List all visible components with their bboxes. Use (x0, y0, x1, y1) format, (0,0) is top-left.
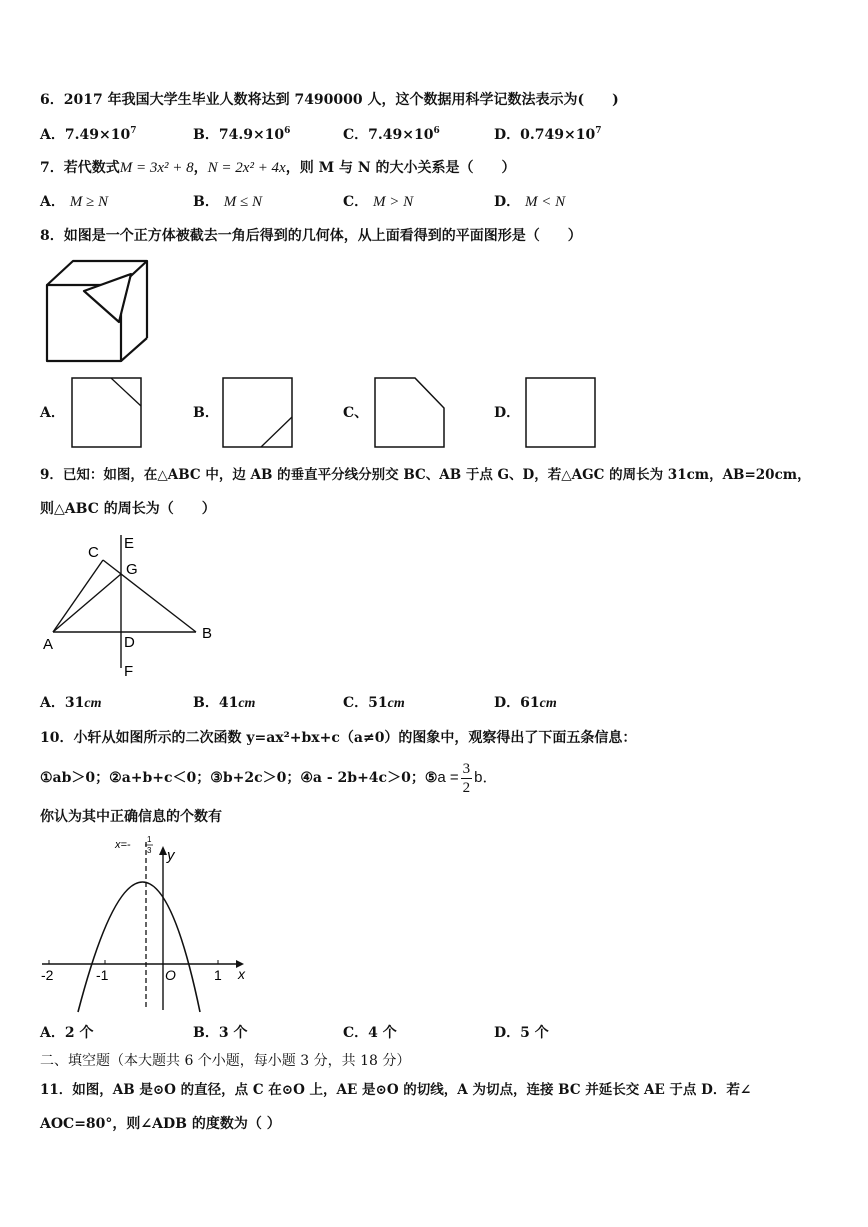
option-letter: C． (343, 194, 369, 210)
q10-info-a: a = (437, 769, 459, 786)
q8-option-b-label: B． (193, 405, 219, 421)
cube-cut-face (84, 274, 131, 322)
label-d: D (124, 634, 135, 651)
option-letter: C． (343, 127, 369, 143)
option-expr: M < N (525, 194, 566, 210)
symmetry-fraction-den: 3 (147, 846, 152, 855)
q8-option-c-figure (374, 377, 446, 449)
q7-option-d (494, 195, 565, 210)
q6-stem: 6．2017 年我国大学生毕业人数将达到 7490000 人，这个数据用科学记数法表示为( ) (40, 92, 619, 108)
option-letter: B． (193, 695, 219, 711)
option-value: 3 个 (218, 1025, 248, 1041)
label-e: E (124, 535, 135, 552)
option-exponent: 6 (284, 126, 291, 136)
fraction-numerator: 3 (462, 760, 471, 777)
q9-option-d (494, 696, 557, 711)
label-a: A (43, 636, 54, 653)
q9-option-b (193, 696, 255, 711)
option-expr: M > N (373, 194, 414, 210)
q7-stem-prefix: 7．若代数式 (40, 160, 120, 176)
option-unit: cm (238, 696, 256, 711)
q7-sep: ， (193, 160, 208, 176)
segment-cb (103, 560, 196, 632)
option-expr: M ≥ N (69, 194, 108, 210)
q9-option-c (343, 696, 405, 711)
q6-option-b (193, 127, 290, 142)
option-letter: A． (40, 127, 65, 143)
option-exponent: 7 (130, 126, 137, 136)
option-value: 5 个 (520, 1025, 549, 1041)
tick-label-neg1: -1 (96, 967, 109, 983)
q9-stem-line1: 9．已知：如图，在△ABC 中，边 AB 的垂直平分线分别交 BC、AB 于点 G、D，若△AGC 的周长为 31cm，AB=20cm， (40, 467, 811, 483)
label-g: G (126, 561, 138, 578)
y-axis-label: y (167, 847, 175, 864)
x-axis-label: x (238, 966, 245, 982)
option-letter: B． (193, 1025, 219, 1041)
q10-fraction (461, 760, 473, 797)
parabola-curve (78, 882, 200, 1012)
y-axis-arrow-icon (159, 846, 167, 855)
square-outline (72, 378, 141, 447)
q10-option-c (343, 1026, 397, 1040)
option-letter: D． (494, 1025, 521, 1041)
option-unit: cm (387, 696, 405, 711)
option-letter: D． (494, 695, 521, 711)
option-value: 31 (64, 695, 85, 711)
option-letter: C． (343, 695, 369, 711)
option-value: 0.749×10 (520, 127, 596, 143)
q10-info-b: b． (474, 769, 498, 786)
option-letter: A． (40, 1025, 65, 1041)
q10-option-b (193, 1026, 247, 1040)
option-letter: A． (40, 194, 65, 210)
q8-option-b-figure (222, 377, 294, 449)
tick-label-1: 1 (214, 967, 222, 983)
cut-square-outline (375, 378, 444, 447)
q8-option-a-label: A． (40, 405, 65, 421)
q10-info-text: ①ab＞0；②a+b+c＜0；③b+2c＞0；④a - 2b+4c＞0；⑤ (40, 770, 438, 786)
option-value: 7.49×10 (64, 127, 131, 143)
option-value: 74.9×10 (218, 127, 285, 143)
option-value: 2 个 (64, 1025, 94, 1041)
q7-option-c (343, 195, 413, 210)
symmetry-fraction-num: 1 (147, 835, 152, 844)
q8-option-d-label: D． (494, 405, 521, 421)
label-f: F (124, 663, 134, 680)
option-exponent: 7 (595, 126, 602, 136)
q7-stem-suffix: ，则 M 与 N 的大小关系是（ ） (285, 160, 516, 176)
label-c: C (88, 544, 99, 561)
diagonal-corner-line (111, 378, 141, 406)
option-value: 7.49×10 (368, 127, 434, 143)
symmetry-label: x=- (115, 839, 131, 851)
option-value: 4 个 (368, 1025, 397, 1041)
q9-stem-line2: 则△ABC 的周长为（ ） (40, 501, 216, 517)
option-expr: M ≤ N (223, 194, 262, 210)
q9-option-a (40, 696, 101, 711)
option-letter: C． (343, 1025, 369, 1041)
tick-label-neg2: -2 (41, 967, 54, 983)
option-exponent: 6 (433, 126, 440, 136)
q7-option-b (193, 195, 262, 210)
q8-stem: 8．如图是一个正方体被截去一角后得到的几何体，从上面看得到的平面图形是（ ） (40, 228, 582, 244)
q8-option-d-figure (525, 377, 597, 449)
q11-stem-line1: 11．如图，AB 是⊙O 的直径，点 C 在⊙O 上，AE 是⊙O 的切线，A 为切点，连接 BC 并延长交 AE 于点 D．若∠ (40, 1082, 752, 1098)
q6-option-c (343, 127, 440, 142)
q9-triangle-figure (40, 530, 230, 680)
square-outline (223, 378, 292, 447)
option-letter: D． (494, 127, 521, 143)
q10-option-a (40, 1026, 94, 1040)
option-letter: D． (494, 194, 521, 210)
q8-cube-figure (44, 258, 154, 368)
fraction-denominator: 2 (462, 779, 471, 796)
option-letter: A． (40, 695, 65, 711)
origin-label: O (165, 967, 176, 983)
option-value: 61 (520, 695, 540, 711)
diagonal-corner-line (261, 417, 292, 447)
q10-stem: 10．小轩从如图所示的二次函数 y=ax²+bx+c（a≠0）的图象中，观察得出了下面五条信息： (40, 730, 637, 746)
q10-option-d (494, 1026, 549, 1040)
q7-stem (40, 161, 516, 176)
q10-parabola-graph (38, 830, 253, 1015)
square-outline (526, 378, 595, 447)
q7-expr-n: N = 2x² + 4x (207, 160, 286, 176)
q7-expr-m: M = 3x² + 8 (119, 160, 194, 176)
q11-stem-line2: AOC=80°，则∠ADB 的度数为（ ） (40, 1116, 281, 1132)
option-value: 41 (218, 695, 239, 711)
q10-info-line (40, 759, 498, 797)
q8-option-a-figure (71, 377, 143, 449)
option-letter: B． (193, 194, 219, 210)
q10-prompt: 你认为其中正确信息的个数有 (40, 809, 222, 825)
q8-option-c-label: C、 (343, 405, 369, 421)
q7-option-a (40, 195, 108, 210)
label-b: B (202, 625, 213, 642)
q6-option-a (40, 127, 136, 142)
option-unit: cm (84, 696, 102, 711)
cube-side-edge (121, 338, 147, 361)
section2-heading: 二、填空题（本大题共 6 个小题，每小题 3 分，共 18 分） (40, 1053, 411, 1069)
q6-option-d (494, 127, 601, 142)
option-letter: B． (193, 127, 219, 143)
option-value: 51 (368, 695, 388, 711)
option-unit: cm (539, 696, 557, 711)
